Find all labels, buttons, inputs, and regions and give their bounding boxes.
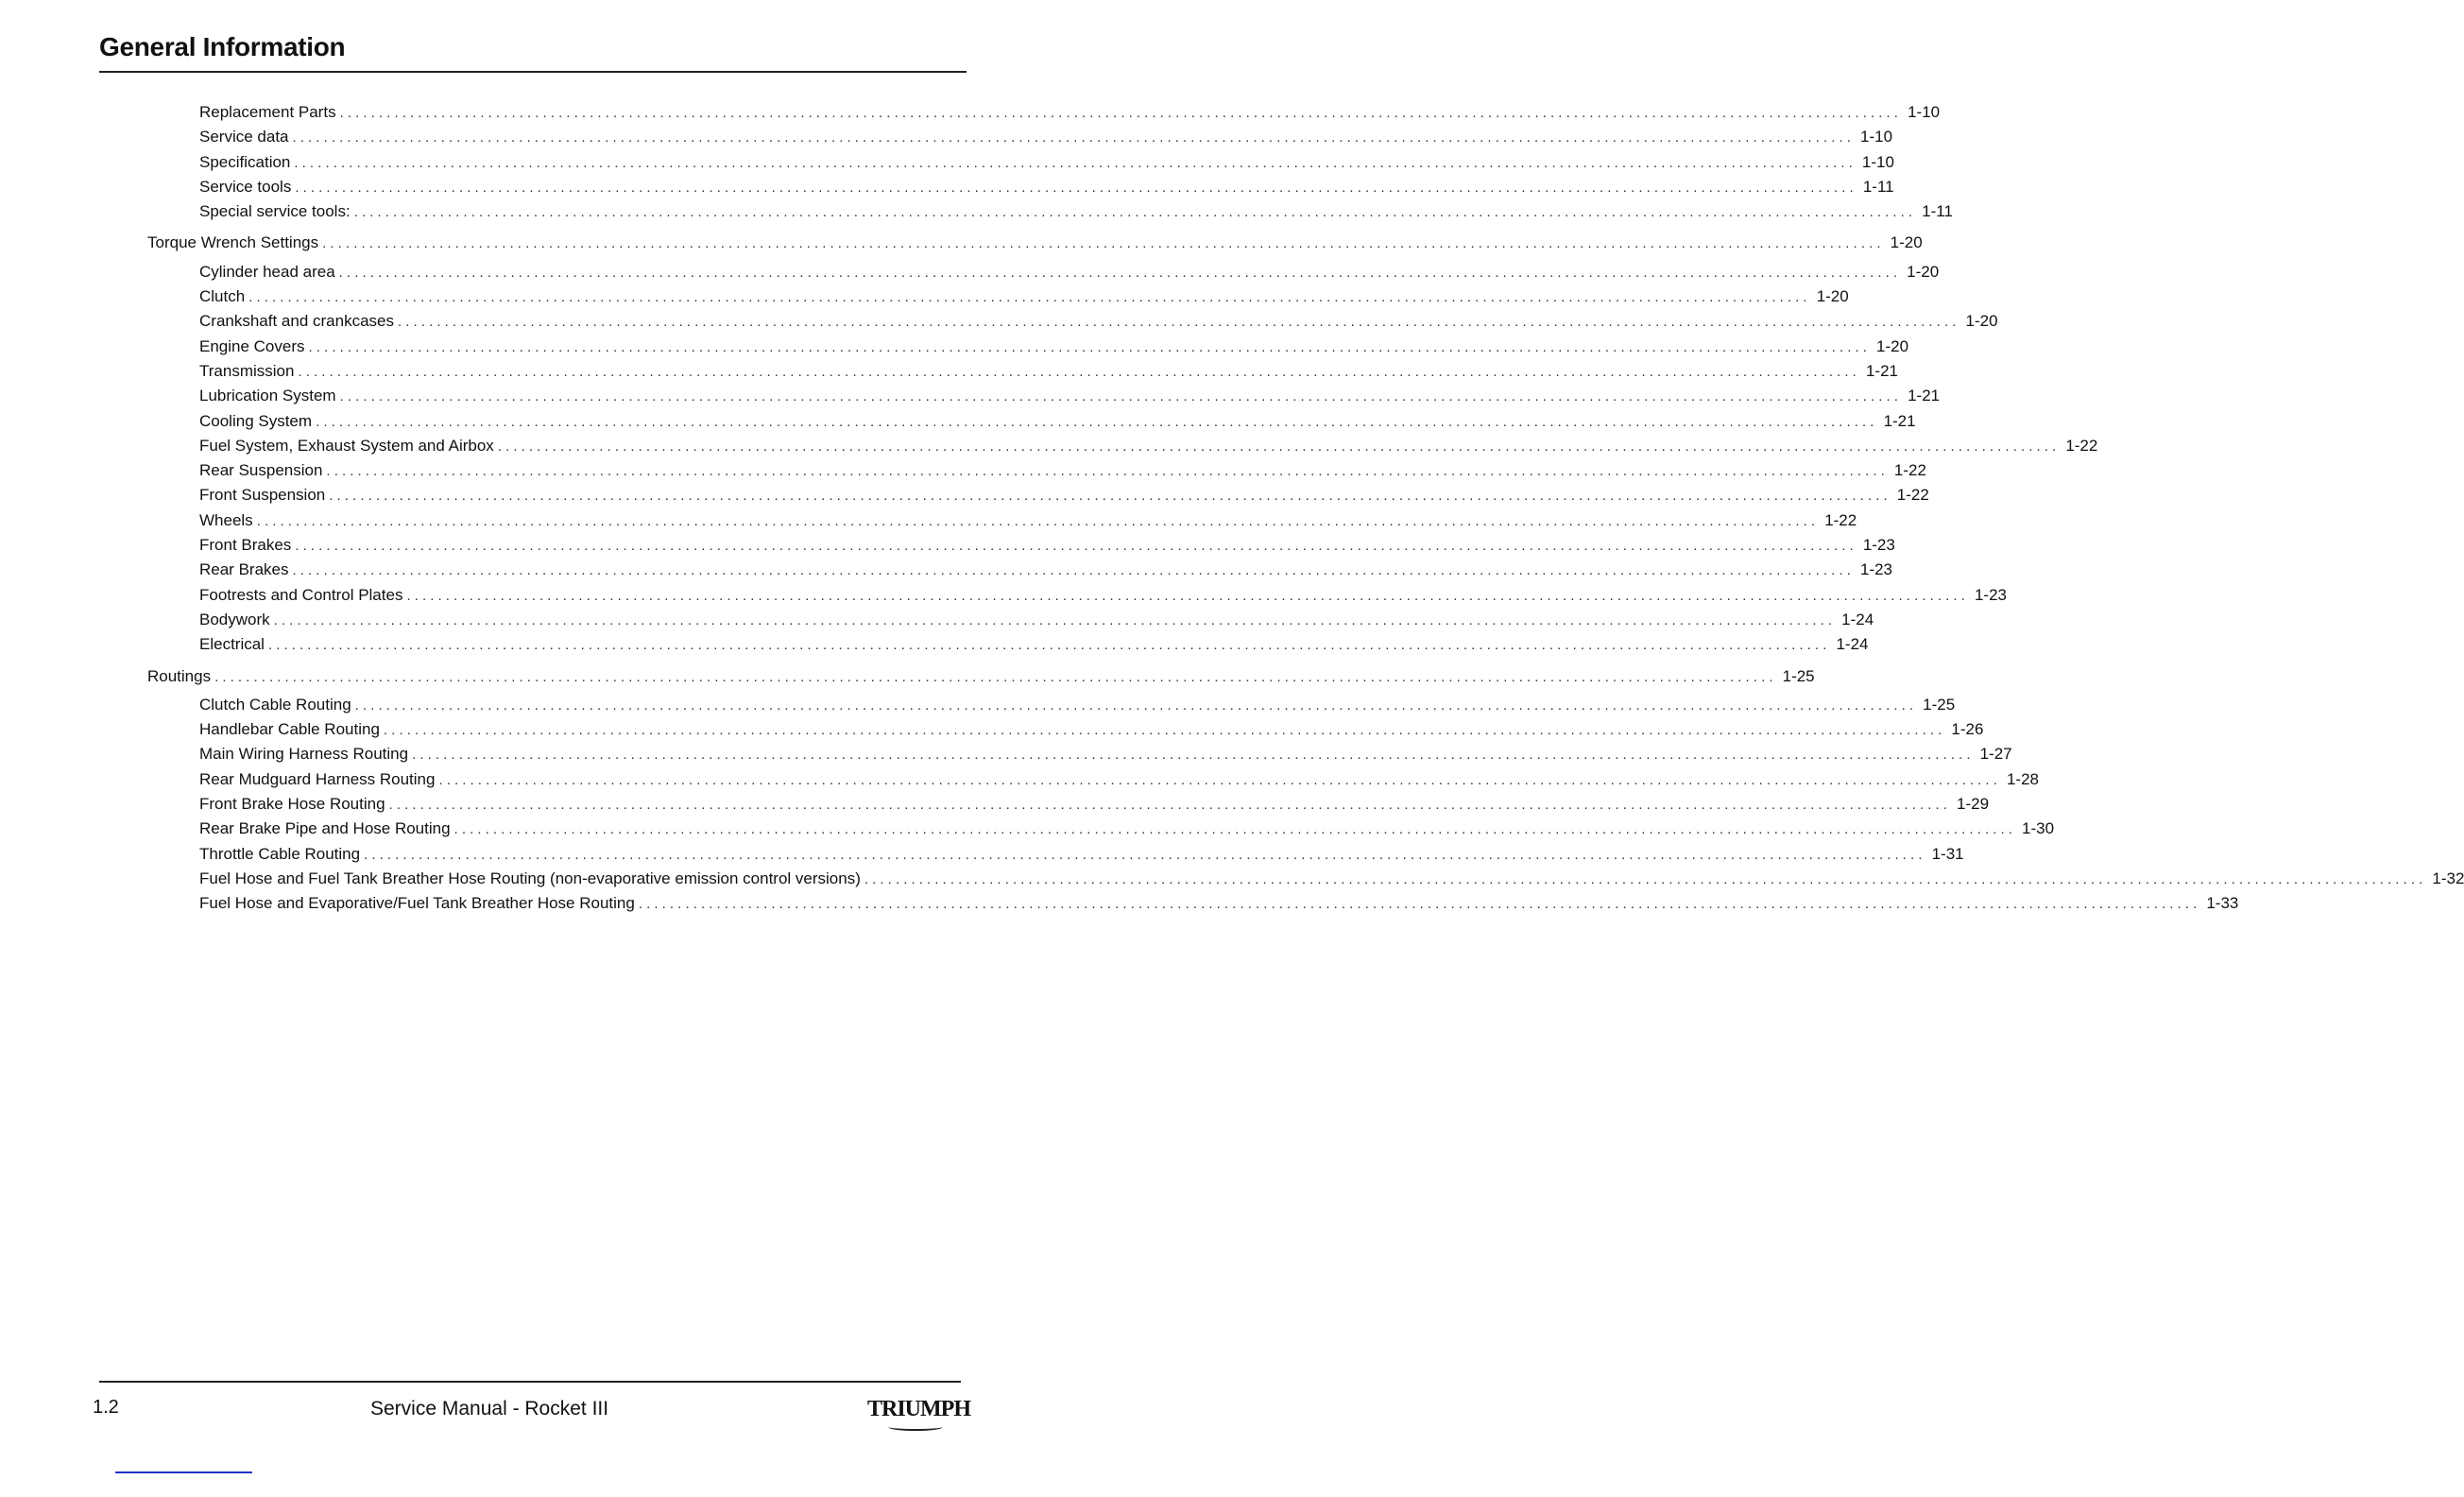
toc-entry[interactable] <box>0 867 2464 891</box>
footer-rule <box>99 1381 961 1383</box>
dot-leader: ........................................................................................................................................................................................................ <box>438 771 2001 788</box>
toc-entry-page: 1-25 <box>1923 695 1956 714</box>
dot-leader: ........................................................................................................................................................................................................ <box>295 538 1857 555</box>
toc-entry[interactable] <box>0 125 1893 149</box>
logo-swoosh-icon <box>888 1423 943 1431</box>
dot-leader: ........................................................................................................................................................................................................ <box>354 697 1918 714</box>
link-underline[interactable] <box>115 1471 252 1473</box>
toc-entry[interactable] <box>0 608 1874 632</box>
toc-entry-page: 1-24 <box>1836 635 1869 654</box>
toc-entry[interactable] <box>0 359 1898 384</box>
toc-entry[interactable] <box>0 458 1926 483</box>
toc-entry-label: Front Suspension <box>199 486 326 505</box>
dot-leader: ........................................................................................................................................................................................................ <box>383 722 1946 739</box>
dot-leader: ........................................................................................................................................................................................................ <box>308 338 1872 355</box>
toc-entry-label: Fuel Hose and Evaporative/Fuel Tank Breather Hose Routing <box>199 894 635 913</box>
dot-leader: ........................................................................................................................................................................................................ <box>316 413 1878 430</box>
toc-entry-page: 1-22 <box>1896 486 1929 505</box>
toc-entry-label: Clutch Cable Routing <box>199 695 351 714</box>
dot-leader: ........................................................................................................................................................................................................ <box>292 562 1855 579</box>
toc-entry-page: 1-21 <box>1865 361 1898 380</box>
toc-entry[interactable] <box>0 100 1941 125</box>
toc-entry-label: Fuel Hose and Fuel Tank Breather Hose Routing (non-evaporative emission control versions) <box>199 869 861 887</box>
toc-entry-page: 1-23 <box>1862 536 1895 555</box>
toc-entry[interactable] <box>0 583 2007 608</box>
dot-leader: ........................................................................................................................................................................................................ <box>406 587 1969 604</box>
toc-entry-page: 1-29 <box>1957 795 1990 814</box>
toc-entry[interactable] <box>0 150 1894 175</box>
toc-entry-label: Fuel System, Exhaust System and Airbox <box>199 436 494 455</box>
toc-section-entry[interactable] <box>0 231 1923 255</box>
toc-entry-page: 1-20 <box>1816 287 1849 306</box>
toc-entry-page: 1-22 <box>1893 461 1926 480</box>
toc-entry-label: Torque Wrench Settings <box>147 233 319 252</box>
header-rule <box>99 71 967 73</box>
dot-leader: ........................................................................................................................................................................................................ <box>256 512 1820 529</box>
dot-leader: ........................................................................................................................................................................................................ <box>353 204 1917 221</box>
dot-leader: ........................................................................................................................................................................................................ <box>329 488 1891 505</box>
toc-entry-page: 1-10 <box>1860 128 1893 146</box>
dot-leader: ........................................................................................................................................................................................................ <box>273 611 1837 628</box>
dot-leader: ........................................................................................................................................................................................................ <box>864 870 2427 887</box>
toc-entry[interactable] <box>0 742 2012 766</box>
toc-entry[interactable] <box>0 199 1953 224</box>
dot-leader: ........................................................................................................................................................................................................ <box>364 846 1926 863</box>
toc-entry-page: 1-10 <box>1908 103 1941 121</box>
toc-entry[interactable] <box>0 384 1941 408</box>
toc-entry[interactable] <box>0 693 1956 717</box>
toc-entry[interactable] <box>0 792 1990 817</box>
dot-leader: ........................................................................................................................................................................................................ <box>638 896 2201 913</box>
toc-entry-page: 1-33 <box>2206 894 2239 913</box>
dot-leader: ........................................................................................................................................................................................................ <box>292 129 1855 146</box>
dot-leader: ........................................................................................................................................................................................................ <box>497 438 2061 455</box>
dot-leader: ........................................................................................................................................................................................................ <box>388 797 1952 814</box>
toc-entry-label: Routings <box>147 666 212 685</box>
toc-entry-label: Rear Brake Pipe and Hose Routing <box>199 819 451 838</box>
dot-leader: ........................................................................................................................................................................................................ <box>298 363 1860 380</box>
toc-entry[interactable] <box>0 508 1857 533</box>
toc-entry[interactable] <box>0 533 1895 558</box>
toc-entry-label: Replacement Parts <box>199 103 336 121</box>
toc-entry-label: Wheels <box>199 510 253 529</box>
toc-entry-label: Footrests and Control Plates <box>199 585 403 604</box>
triumph-logo: TRIUMPH <box>867 1397 970 1421</box>
footer-page-number: 1.2 <box>93 1397 119 1418</box>
toc-entry[interactable] <box>0 632 1869 657</box>
toc-entry-page: 1-23 <box>1974 585 2007 604</box>
toc-entry-label: Rear Suspension <box>199 461 323 480</box>
dot-leader: ........................................................................................................................................................................................................ <box>339 105 1903 121</box>
toc-entry-label: Cooling System <box>199 411 313 430</box>
toc-entry-page: 1-20 <box>1907 262 1940 281</box>
toc-entry-label: Rear Mudguard Harness Routing <box>199 769 436 788</box>
toc-entry-page: 1-21 <box>1908 387 1941 405</box>
toc-entry-label: Clutch <box>199 287 246 306</box>
toc-entry-page: 1-25 <box>1782 666 1815 685</box>
toc-entry-label: Specification <box>199 152 291 171</box>
dot-leader: ........................................................................................................................................................................................................ <box>338 264 1902 281</box>
toc-entry[interactable] <box>0 434 2098 458</box>
toc-entry-page: 1-30 <box>2022 819 2055 838</box>
dot-leader: ........................................................................................................................................................................................................ <box>267 637 1831 654</box>
toc-entry[interactable] <box>0 842 1964 867</box>
dot-leader: ........................................................................................................................................................................................................ <box>295 179 1857 196</box>
dot-leader: ........................................................................................................................................................................................................ <box>453 821 2017 838</box>
toc-entry-page: 1-27 <box>1979 745 2012 764</box>
toc-entry-page: 1-10 <box>1861 152 1894 171</box>
toc-entry-label: Bodywork <box>199 610 270 628</box>
toc-entry-page: 1-31 <box>1931 844 1964 863</box>
toc-entry-label: Handlebar Cable Routing <box>199 720 380 739</box>
toc-entry-page: 1-20 <box>1965 312 1998 331</box>
toc-entry-page: 1-28 <box>2006 769 2039 788</box>
toc-entry[interactable] <box>0 175 1894 199</box>
page-title: General Information <box>99 32 346 61</box>
toc-entry[interactable] <box>0 284 1849 309</box>
toc-entry-page: 1-23 <box>1859 560 1893 579</box>
toc-entry-label: Engine Covers <box>199 336 305 355</box>
dot-leader: ........................................................................................................................................................................................................ <box>248 289 1811 306</box>
dot-leader: ........................................................................................................................................................................................................ <box>412 747 1975 764</box>
toc-entry[interactable] <box>0 558 1893 582</box>
toc-entry[interactable] <box>0 335 1909 359</box>
toc-entry-label: Transmission <box>199 361 295 380</box>
toc-entry[interactable] <box>0 717 1984 742</box>
toc-entry-label: Main Wiring Harness Routing <box>199 745 409 764</box>
toc-section-entry[interactable] <box>0 664 1815 689</box>
dot-leader: ........................................................................................................................................................................................................ <box>322 235 1885 252</box>
toc-entry-label: Service tools <box>199 177 292 196</box>
dot-leader: ........................................................................................................................................................................................................ <box>294 154 1857 171</box>
toc-entry-page: 1-11 <box>1862 177 1894 196</box>
toc-entry-page: 1-24 <box>1841 610 1874 628</box>
toc-entry-page: 1-21 <box>1883 411 1916 430</box>
dot-leader: ........................................................................................................................................................................................................ <box>398 314 1960 331</box>
dot-leader: ........................................................................................................................................................................................................ <box>326 463 1889 480</box>
toc-entry[interactable] <box>0 817 2055 841</box>
toc-entry-label: Special service tools: <box>199 202 351 221</box>
toc-entry-label: Throttle Cable Routing <box>199 844 361 863</box>
toc-entry-page: 1-22 <box>2065 436 2098 455</box>
toc-entry[interactable] <box>0 409 1916 434</box>
toc-entry-label: Cylinder head area <box>199 262 335 281</box>
toc-entry-page: 1-22 <box>1824 510 1857 529</box>
toc-entry-page: 1-20 <box>1876 336 1909 355</box>
toc-entry-page: 1-20 <box>1890 233 1923 252</box>
dot-leader: ........................................................................................................................................................................................................ <box>214 668 1777 685</box>
table-of-contents <box>0 100 2464 917</box>
dot-leader: ........................................................................................................................................................................................................ <box>339 388 1903 405</box>
toc-entry-label: Lubrication System <box>199 387 336 405</box>
toc-entry-label: Service data <box>199 128 289 146</box>
toc-entry-label: Front Brakes <box>199 536 292 555</box>
toc-entry[interactable] <box>0 260 1940 284</box>
toc-entry[interactable] <box>0 309 1998 334</box>
toc-entry-label: Crankshaft and crankcases <box>199 312 394 331</box>
toc-entry[interactable] <box>0 483 1929 508</box>
toc-entry-label: Electrical <box>199 635 265 654</box>
toc-entry[interactable] <box>0 891 2239 916</box>
toc-entry-label: Rear Brakes <box>199 560 289 579</box>
toc-entry-page: 1-32 <box>2432 869 2464 887</box>
toc-entry-page: 1-26 <box>1951 720 1984 739</box>
toc-entry-label: Front Brake Hose Routing <box>199 795 385 814</box>
footer-manual-title: Service Manual - Rocket III <box>370 1398 609 1420</box>
toc-entry[interactable] <box>0 767 2039 792</box>
toc-entry-page: 1-11 <box>1922 202 1953 221</box>
